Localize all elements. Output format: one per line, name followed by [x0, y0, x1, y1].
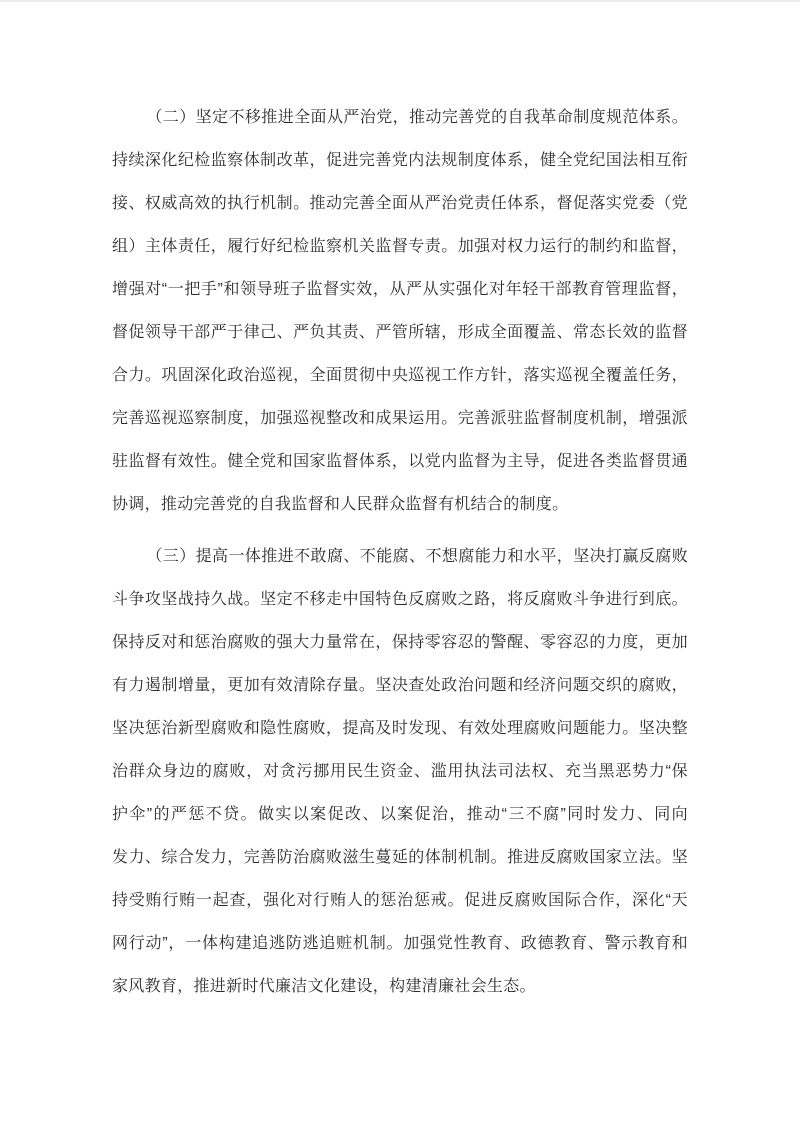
page-top-edge [0, 0, 800, 2]
text-line: 驻监督有效性。健全党和国家监督体系，以党内监督为主导，促进各类监督贯通 [112, 453, 688, 470]
text-line: 保持反对和惩治腐败的强大力量常在，保持零容忍的警醒、零容忍的力度，更加 [112, 634, 688, 651]
text-line: 有力遏制增量，更加有效清除存量。坚决查处政治问题和经济问题交织的腐败， [112, 677, 688, 694]
text-line: 治群众身边的腐败，对贪污挪用民生资金、滥用执法司法权、充当黑恶势力“保 [112, 763, 688, 780]
text-line: 督促领导干部严于律己、严负其责、严管所辖，形成全面覆盖、常态长效的监督 [112, 324, 688, 341]
text-line: 坚决惩治新型腐败和隐性腐败，提高及时发现、有效处理腐败问题能力。坚决整 [112, 720, 688, 737]
text-line: 完善巡视巡察制度，加强巡视整改和成果运用。完善派驻监督制度机制，增强派 [112, 410, 688, 427]
text-line: 持续深化纪检监察体制改革，促进完善党内法规制度体系，健全党纪国法相互衔 [112, 152, 688, 169]
text-line: 家风教育，推进新时代廉洁文化建设，构建清廉社会生态。 [112, 978, 536, 995]
paragraph-2 [112, 535, 688, 1008]
text-line: （三）提高一体推进不敢腐、不能腐、不想腐能力和水平，坚决打赢反腐败 [146, 548, 688, 565]
text-line: 增强对“一把手”和领导班子监督实效，从严从实强化对年轻干部教育管理监督， [112, 281, 688, 298]
text-line: 护伞”的严惩不贷。做实以案促改、以案促治，推动“三不腐”同时发力、同向 [112, 806, 688, 823]
text-line: 组）主体责任，履行好纪检监察机关监督专责。加强对权力运行的制约和监督， [112, 238, 688, 255]
text-line: 接、权威高效的执行机制。推动完善全面从严治党责任体系，督促落实党委（党 [112, 195, 688, 212]
paragraph-1 [112, 96, 688, 526]
text-line: 网行动”，一体构建追逃防逃追赃机制。加强党性教育、政德教育、警示教育和 [112, 935, 688, 952]
document-body [112, 96, 688, 1008]
text-line: 发力、综合发力，完善防治腐败滋生蔓延的体制机制。推进反腐败国家立法。坚 [112, 849, 688, 866]
text-line: （二）坚定不移推进全面从严治党，推动完善党的自我革命制度规范体系。 [146, 109, 688, 126]
text-line: 协调，推动完善党的自我监督和人民群众监督有机结合的制度。 [112, 496, 569, 513]
text-line: 合力。巩固深化政治巡视，全面贯彻中央巡视工作方针，落实巡视全覆盖任务， [112, 367, 688, 384]
text-line: 斗争攻坚战持久战。坚定不移走中国特色反腐败之路，将反腐败斗争进行到底。 [112, 591, 688, 608]
text-line: 持受贿行贿一起查，强化对行贿人的惩治惩戒。促进反腐败国际合作，深化“天 [112, 892, 688, 909]
